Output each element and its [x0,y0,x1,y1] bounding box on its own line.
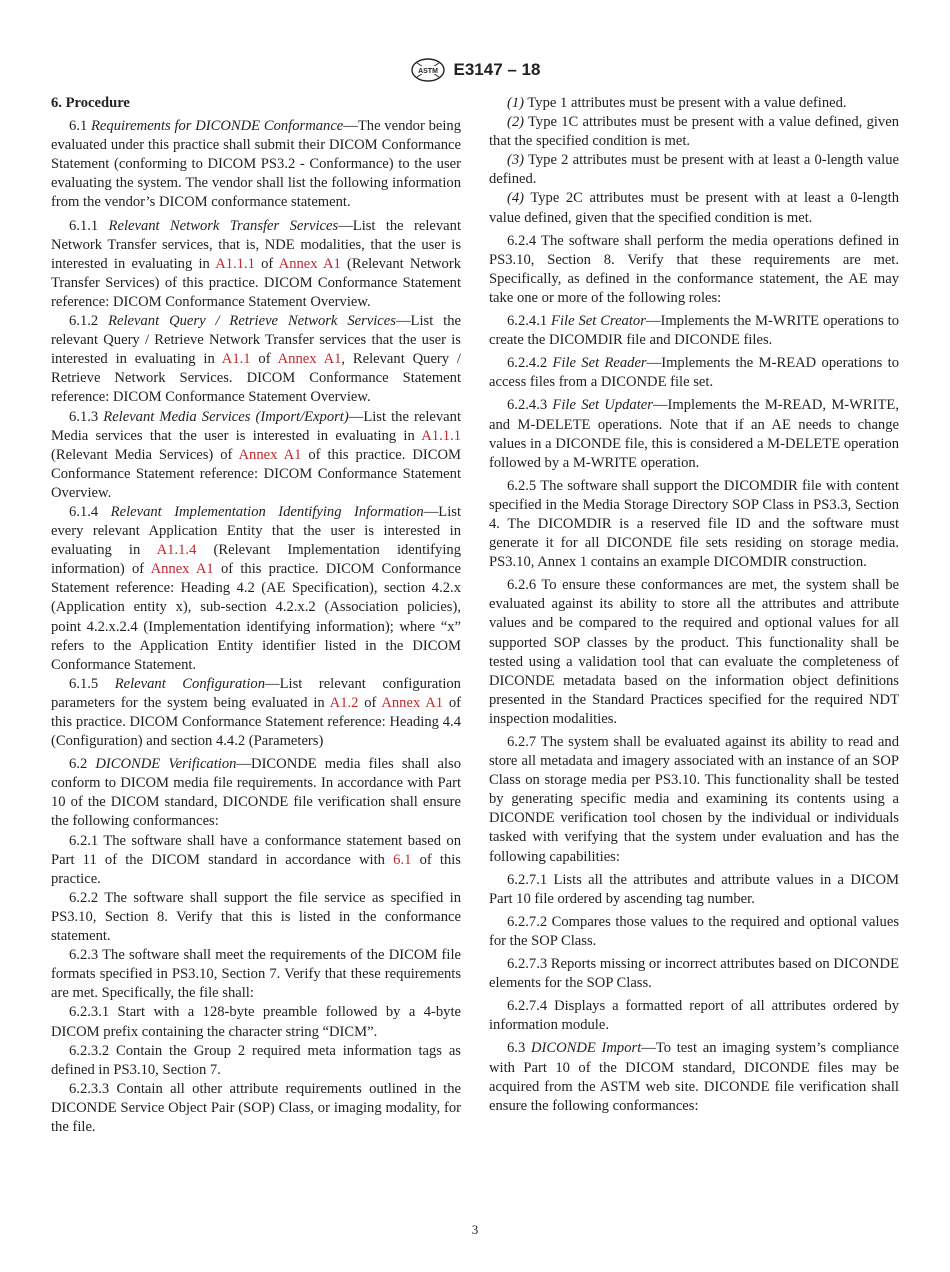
para-6-2-1: 6.2.1 The software shall have a conformance statement based on Part 11 of the DICOM standard in accordance with 6.1 of this practice. [51,832,461,887]
list-item-1: (1) Type 1 attributes must be present with a value defined. [507,95,847,111]
para-6-1: 6.1 Requirements for DICONDE Conformance—The vendor being evaluated under this practice shall submit their DICOM Conformance Statement (conforming to DICOM PS3.2 - Conformance) to the user evaluating the system. The vendor shall list the following information from the vendor’s DICOM conformance statement. [51,118,462,211]
para-6-2-7: 6.2.7 The system shall be evaluated against its ability to read and store all metadata and imagery associated with an instance of an SOP Class on storage media per PS3.10. This functionality shall be tested by generating specific media and examining its contents using a DICONDE verification tool chosen by the individual or individuals tasked with verifying that the system under evaluation and has the following capabilities: [489,734,899,865]
para-6-2-6: 6.2.6 To ensure these conformances are met, the system shall be evaluated against its ability to store all the attributes and attribute values and be compared to the required and optional values for all supported SOP classes by the product. This functionality shall be tested using a validation tool that can evaluate the completeness of DICONDE metadata based on the information object definitions presented in the Standard Practices specified for the required NDT inspection modalities. [489,577,899,727]
list-item-2: (2) Type 1C attributes must be present with a value defined, given that the specified condition is met. [489,114,899,150]
list-item-3: (3) Type 2 attributes must be present with at least a 0-length value defined. [489,152,899,188]
para-6-2-4-3: 6.2.4.3 File Set Updater—Implements the M-READ, M-WRITE, and M-DELETE operations. Note that if an AE needs to change values in a DICONDE file, this is considered a M-DELETE operation followed by a M-WRITE operation. [489,397,899,471]
right-column [489,94,899,1120]
document-number: E3147 – 18 [453,60,541,79]
para-6-2-3: 6.2.3 The software shall meet the requirements of the DICOM file formats specified in PS3.10, Section 7. Verify that these requirements are met. Specifically, the file shall: [51,947,461,1002]
page-header [0,58,950,82]
link-annex-a1[interactable]: Annex A1 [381,694,444,711]
para-6-2-4-2: 6.2.4.2 File Set Reader—Implements the M-READ operations to access files from a DICONDE file set. [489,355,899,391]
para-6-2-3-1: 6.2.3.1 Start with a 128-byte preamble followed by a 4-byte DICOM prefix containing the character string “DICM”. [51,1004,461,1040]
astm-logo-icon [410,58,446,82]
para-6-1-3: 6.1.3 Relevant Media Services (Import/Export)—List the relevant Media services that the user is interested in evaluating in A1.1.1 (Relevant Media Services) of Annex A1 of this practice. DICOM Conformance Statement reference: DICOM Conformance Statement Overview. [51,408,462,501]
para-6-2-3-2: 6.2.3.2 Contain the Group 2 required meta information tags as defined in PS3.10, Section 7. [51,1042,461,1078]
link-annex-a1[interactable]: Annex A1 [238,446,302,463]
para-6-1-5: 6.1.5 Relevant Configuration—List relevant configuration parameters for the system being evaluated in A1.2 of Annex A1 of this practice. DICOM Conformance Statement reference: Heading 4.4 (Configuration) and section 4.4.2 (Parameters) [51,675,461,750]
link-a1-1[interactable]: A1.1 [221,351,251,368]
para-6-2-7-1: 6.2.7.1 Lists all the attributes and attribute values in a DICOM Part 10 file ordered by ascending tag number. [489,871,899,907]
section-heading: 6. Procedure [51,95,130,111]
para-6-1-2: 6.1.2 Relevant Query / Retrieve Network Services—List the relevant Query / Retrieve Network Transfer services that the user is interested in evaluating in A1.1 of Annex A1, Relevant Query / Retrieve Network Services. DICOM Conformance Statement reference: DICOM Conformance Statement Overview. [51,313,461,406]
para-6-1-1: 6.1.1 Relevant Network Transfer Services—List the relevant Network Transfer services, that is, NDE modalities, that the user is interested in evaluating in A1.1.1 of Annex A1 (Relevant Network Transfer Services) of this practice. DICOM Conformance Statement reference: DICOM Conformance Statement Overview. [51,217,462,310]
para-6-2-3-3: 6.2.3.3 Contain all other attribute requirements outlined in the DICONDE Service Object Pair (SOP) Class, or imaging modality, for the file. [51,1080,461,1135]
link-6-1[interactable]: 6.1 [393,851,412,868]
link-a1-1-1[interactable]: A1.1.1 [421,427,461,444]
link-annex-a1[interactable]: Annex A1 [277,351,342,368]
svg-text:ASTM: ASTM [417,68,438,75]
para-6-2-5: 6.2.5 The software shall support the DICOMDIR file with content specified in the Media Storage Directory SOP Class in PS3.3, Section 4. The DICOMDIR is a reserved file ID and the software must generate it for all DICONDE file sets residing on storage media. PS3.10, Annex 1 contains an example DICOMDIR construction. [489,477,899,571]
link-a1-2[interactable]: A1.2 [329,694,359,711]
para-6-2-7-2: 6.2.7.2 Compares those values to the required and optional values for the SOP Class. [489,913,899,949]
left-column [51,94,461,1137]
link-a1-1-1[interactable]: A1.1.1 [215,255,255,272]
link-annex-a1[interactable]: Annex A1 [150,561,214,578]
para-6-2: 6.2 DICONDE Verification—DICONDE media files shall also conform to DICOM media file requirements. In accordance with Part 10 of the DICOM standard, DICONDE file verification shall ensure the following conformances: [51,756,461,830]
para-6-2-4-1: 6.2.4.1 File Set Creator—Implements the M-WRITE operations to create the DICOMDIR file and DICONDE files. [489,313,900,349]
para-6-2-4: 6.2.4 The software shall perform the media operations defined in PS3.10, Section 8. Verify that these requirements are met. Specifically, as defined in the conformance statement, the AE may take one or more of the following roles: [489,232,899,306]
para-6-2-7-3: 6.2.7.3 Reports missing or incorrect attributes based on DICONDE elements for the SOP Class. [489,956,899,992]
page-number: 3 [471,1222,479,1237]
para-6-2-7-4: 6.2.7.4 Displays a formatted report of all attributes ordered by information module. [489,998,899,1034]
para-6-1-4: 6.1.4 Relevant Implementation Identifying Information—List every relevant Application Entity that the user is interested in evaluating in A1.1.4 (Relevant Implementation identifying information) of Annex A1 of this practice. DICOM Conformance Statement reference: Heading 4.2 (AE Specification), section 4.2.x (Application entity x), sub-section 4.2.x.2 (Association policies), point 4.2.x.2.4 (Implementation identifying information); where “x” refers to the Application Entity identifier listed in the DICOM Conformance Statement. [51,503,461,673]
link-a1-1-4[interactable]: A1.1.4 [156,542,197,559]
para-6-3: 6.3 DICONDE Import—To test an imaging system’s compliance with Part 10 of the DICOM standard, DICONDE files may be acquired from the ASTM web site. DICONDE file verification shall ensure the following conformances: [489,1040,899,1114]
list-item-4: (4) Type 2C attributes must be present with at least a 0-length value defined, given that the specified condition is met. [489,190,899,226]
para-6-2-2: 6.2.2 The software shall support the file service as specified in PS3.10, Section 8. Verify that this is listed in the conformance statement. [51,889,461,945]
link-annex-a1[interactable]: Annex A1 [278,255,341,272]
